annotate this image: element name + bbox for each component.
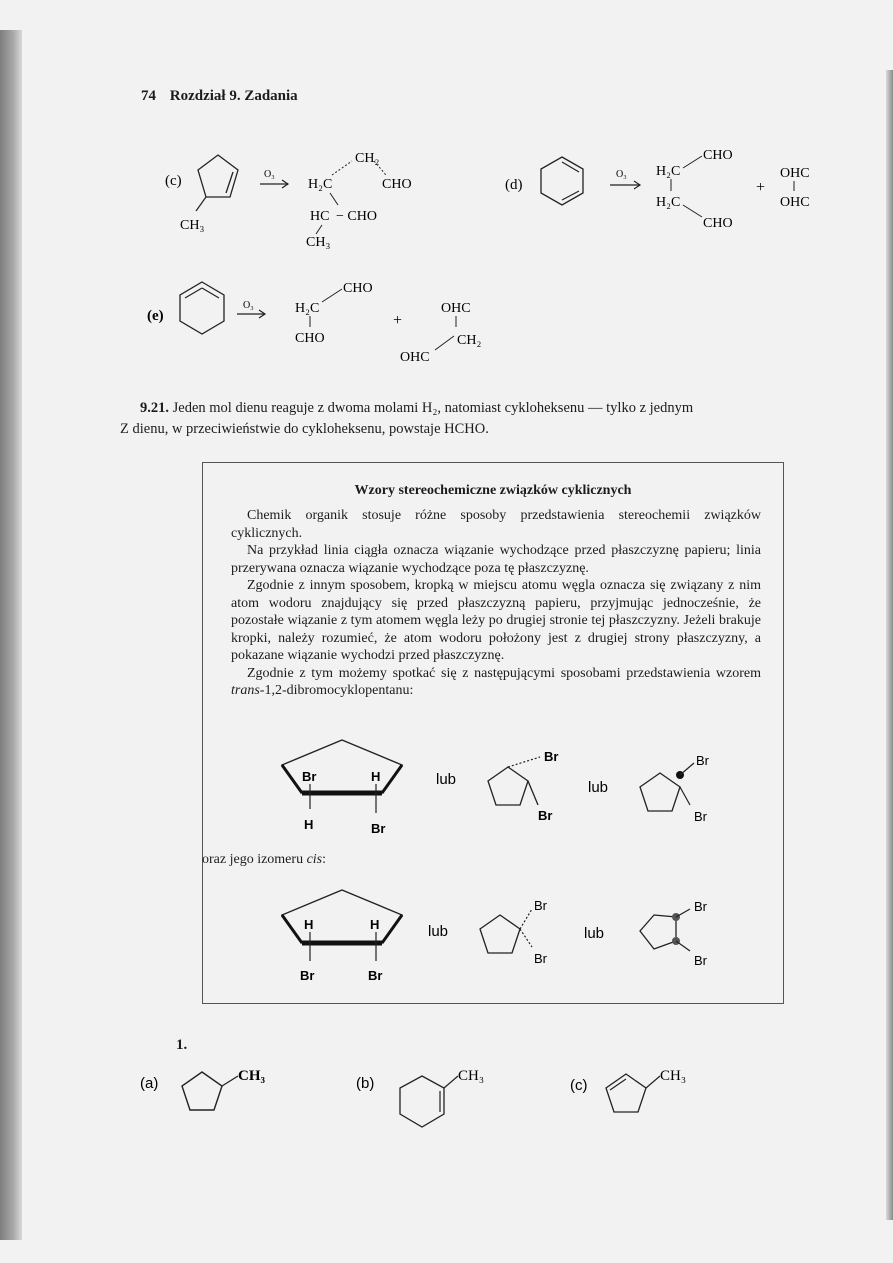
product-cho-top: CHO (382, 177, 412, 192)
cis-h-right: H (370, 917, 380, 932)
product-ch3: CH₃ (306, 235, 331, 250)
cis-dot-notation (640, 899, 708, 968)
lub-1: lub (436, 771, 457, 788)
product-cho-top: CHO (343, 281, 373, 296)
plus-sign: + (393, 312, 403, 329)
plus-sign: + (756, 179, 766, 196)
structure-1c (570, 1068, 686, 1112)
cis-br-right: Br (368, 968, 383, 983)
byproduct-ohc-bottom: OHC (400, 350, 430, 365)
cis-haworth (282, 890, 402, 983)
problem-1-number: 1. (176, 1037, 188, 1053)
structure-1b (356, 1068, 484, 1127)
reaction-c-label: (c) (165, 173, 182, 189)
binding-shadow (0, 30, 22, 1240)
trans-dot-br-bottom: Br (694, 809, 707, 824)
reaction-e (145, 270, 545, 370)
box-paragraph-1: Chemik organik stosuje różne sposoby przedstawienia stereochemii związków cyklicznych. (231, 508, 761, 541)
problem-9-21-line-2: Z dienu, w przeciwieństwie do cykloheksenu, powstaje HCHO. (120, 421, 489, 437)
product-h2c: H₂C (308, 177, 333, 192)
page-edge-shadow (886, 70, 893, 1220)
trans-suffix: -1,2-dibromocyklopentanu: (259, 683, 414, 698)
cis-dd-br-top: Br (534, 898, 547, 913)
label-1b: (b) (356, 1075, 375, 1092)
problem-9-21 (120, 398, 840, 440)
problem-9-21-line-1: 9.21. Jeden mol dienu reaguje z dwoma molami H₂, natomiast cykloheksenu — tylko z jednym (140, 400, 694, 416)
product-cho-bottom: CHO (703, 216, 733, 231)
box-text (231, 507, 761, 700)
trans-h-below: H (304, 817, 314, 832)
trans-wd-br-top: Br (544, 749, 559, 764)
trans-br-left: Br (302, 769, 317, 784)
trans-wd-br-bottom: Br (538, 808, 553, 823)
product-ch2: CH₂ (355, 151, 380, 166)
trans-dot-notation (640, 753, 710, 824)
lub-4: lub (584, 925, 605, 942)
product-h2c-top: H₂C (656, 164, 681, 179)
product-cho-bottom: CHO (295, 331, 325, 346)
trans-dot-br-top: Br (696, 753, 709, 768)
trans-structures (270, 735, 740, 845)
chapter-title: Rozdział 9. Zadania (169, 88, 298, 104)
methyl-label: CH₃ (180, 218, 205, 233)
trans-h-right: H (371, 769, 381, 784)
box-paragraph-4: Zgodnie z tym możemy spotkać się z następującymi sposobami przedstawienia wzorem trans-1,2-dibromocyklopentanu: (231, 665, 761, 698)
group-1a: CH₃ (238, 1068, 265, 1084)
label-1a: (a) (140, 1075, 159, 1092)
product-cho-top: CHO (703, 148, 733, 163)
cis-h-left: H (304, 917, 314, 932)
byproduct-ohc-top: OHC (780, 166, 810, 181)
group-1b: CH₃ (458, 1068, 485, 1084)
reagent-ozone: O₃ (616, 169, 627, 180)
box-paragraph-3: Zgodnie z innym sposobem, kropką w miejscu atomu węgla oznacza się związany z nim atom wodoru znajdujący się przed płaszczyzną papieru, przyjmując jednocześnie, że pozostałe wiązanie z tym atomem węgla leży po drugiej stronie tej płaszczyzny. Jeżeli brakuje kropki, należy rozumieć, że atom wodoru położony jest z drugiej strony płaszczyzny, a pokazane wiązanie wychodzi przed płaszczyznę. (231, 578, 761, 663)
trans-haworth (282, 740, 402, 836)
label-1c: (c) (570, 1077, 588, 1094)
methyl-bond (196, 197, 206, 211)
cis-dot-br-bottom: Br (694, 953, 707, 968)
cis-br-left: Br (300, 968, 315, 983)
reagent-ozone: O₃ (243, 300, 254, 311)
cis-structures (270, 885, 740, 990)
reagent-ozone: O₃ (264, 169, 275, 180)
reaction-d (500, 135, 860, 235)
group-1c: CH₃ (660, 1068, 687, 1084)
byproduct-ohc-bottom: OHC (780, 195, 810, 210)
reaction-c (160, 135, 460, 250)
problem-9-21-number: 9.21. (140, 400, 169, 416)
reaction-d-label: (d) (505, 177, 523, 193)
byproduct-ohc-top: OHC (441, 301, 471, 316)
cyclohexadiene-ring (180, 282, 224, 334)
cis-isomer-label: oraz jego izomeru cis: (202, 852, 327, 867)
trans-br-below: Br (371, 821, 386, 836)
lub-3: lub (428, 923, 449, 940)
reaction-e-label: (e) (147, 308, 164, 324)
product-h2c: H₂C (295, 301, 320, 316)
cis-dot-br-top: Br (694, 899, 707, 914)
running-head (141, 88, 298, 105)
product-hc: HC (310, 209, 330, 224)
cyclohexadiene-ring (541, 157, 583, 205)
product-h2c-bottom: H₂C (656, 195, 681, 210)
product-dash-cho: − CHO (336, 209, 377, 224)
cis-dd-br-bottom: Br (534, 951, 547, 966)
byproduct-ch2: CH₂ (457, 333, 482, 348)
problem-1-structures (140, 1060, 700, 1140)
trans-wedge-dash (488, 749, 558, 823)
cis-dash-dash (480, 898, 548, 966)
trans-prefix: trans (231, 683, 260, 698)
structure-1a (140, 1068, 266, 1110)
cis-word: cis (306, 852, 323, 867)
box-title: Wzory stereochemiczne związków cyklicznych (354, 483, 632, 498)
lub-2: lub (588, 779, 609, 796)
page-number: 74 (141, 88, 156, 104)
box-paragraph-2: Na przykład linia ciągła oznacza wiązanie wychodzące przed płaszczyznę papieru; linia przerywana oznacza wiązanie wychodzące poza tę płaszczyznę. (231, 543, 761, 576)
